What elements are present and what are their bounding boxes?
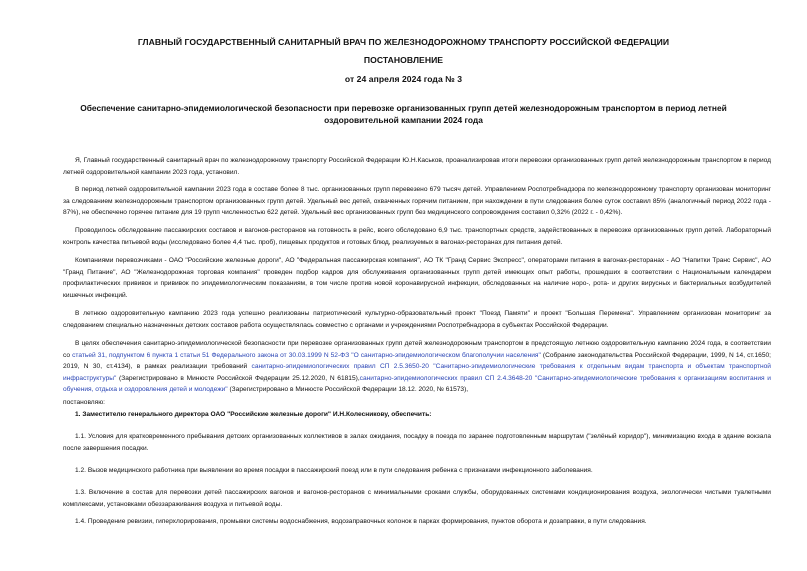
document-type: ПОСТАНОВЛЕНИЕ — [363, 55, 444, 65]
paragraph-legal-basis — [63, 338, 771, 396]
sp-2-4-3648-20-link[interactable]: санитарно-эпидемиологических правил СП 2.4.3648-20 "Санитарно-эпидемиологические требования к организациям воспитания и обучения, отдыха и оздоровления детей и молодежи" — [63, 374, 771, 394]
paragraph-statistics: В период летней оздоровительной кампании 2023 года в составе более 8 тыс. организованных групп перевезено 679 тысяч детей. Управлением Роспотребнадзора по железнодорожному транспорту организован мониторинг за следованием железнодорожным транспортом организованных групп детей. Удельный вес детей, охваченных горячим питанием, при нахождении в пути следования более суток составил 85% (аналогичный период 2022 года - 87%), не обеспечено горячее питание для 19 групп численностью 622 детей. Удельный вес организованных групп без медицинского сопровождения составил 0,32% (2022 г. - 0,42%). — [63, 186, 771, 217]
legal-basis-text-b: (Собрание законодательства Российской Федерации, 1999, N 14, ст.1650; 2019, N 30, ст.4134), в рамках реализации требований — [63, 351, 772, 371]
item-1: 1. Заместителю генерального директора ОАО "Российские железные дороги" И.Н.Колесникову, обеспечить: — [75, 411, 432, 418]
legal-basis-text-d: (Зарегистрировано в Минюсте Российской Федерации 18.12. 2020, № 61573), — [227, 386, 469, 394]
legal-basis-text-c: (Зарегистрировано в Минюсте Российской Федерации 25.12.2020, N 61815), — [116, 374, 360, 382]
federal-law-link[interactable]: статьей 31, подпунктом 6 пункта 1 статьи 51 Федерального закона от 30.03.1999 N 52-ФЗ "О санитарно-эпидемиологическом благополучии населения" — [72, 351, 541, 359]
issuing-authority: ГЛАВНЫЙ ГОСУДАРСТВЕННЫЙ САНИТАРНЫЙ ВРАЧ ПО ЖЕЛЕЗНОДОРОЖНОМУ ТРАНСПОРТУ РОССИЙСКОЙ ФЕДЕРАЦИИ — [137, 37, 670, 47]
item-1-3: 1.3. Включение в состав для перевозки детей пассажирских вагонов и вагонов-ресторанов с минимальными сроками службы, оборудованных системами кондиционирования воздуха, экологически чистыми туалетными комплексами, установками обеззараживания воздуха и питьевой воды. — [63, 489, 771, 508]
legal-basis-text-a: В целях обеспечения санитарно-эпидемиологической безопасности при перевозке организованных групп детей железнодорожным транспортом в предстоящую летнюю оздоровительную кампанию 2024 года, в соответствии со — [63, 340, 771, 359]
item-1-4: 1.4. Проведение ревизии, гиперхлорирования, промывки системы водоснабжения, водозаправочных колонок в парках формирования, пунктов оборота и дозаправки, в пути следования. — [75, 518, 647, 525]
resolution-word: постановляю: — [63, 399, 106, 406]
paragraph-inspection: Проводилось обследование пассажирских составов и вагонов-ресторанов на готовность в рейс, всего обследовано 6,9 тыс. транспортных средств, задействованных в перевозке организованных групп детей. Лабораторный контроль качества питьевой воды (исследовано более 4,4 тыс. проб), пищевых продуктов и готовых блюд, реализуемых в вагонах-ресторанах для питания детей. — [63, 227, 771, 246]
document-date-number: от 24 апреля 2024 года № 3 — [344, 74, 463, 84]
paragraph-intro: Я, Главный государственный санитарный врач по железнодорожному транспорту Российской Федерации Ю.Н.Каськов, проанализировав итоги перевозки организованных групп детей железнодорожным транспортом в период летней оздоровительной кампании 2023 года, установил. — [63, 157, 771, 176]
paragraph-projects: В летнюю оздоровительную кампанию 2023 года успешно реализованы патриотический культурно-образовательный проект "Поезд Памяти" и проект "Большая Перемена". Управлением организован мониторинг за следованием специально назначенных детских составов работа осуществлялась совместно с органами и учреждениями Роспотребнадзора в субъектах Российской Федерации. — [63, 310, 771, 329]
sp-2-5-3650-20-link[interactable]: санитарно-эпидемиологических правил СП 2.5.3650-20 "Санитарно-эпидемиологические требования к отдельным видам транспорта и объектам транспортной инфраструктуры" — [63, 363, 771, 382]
item-1-2: 1.2. Вызов медицинского работника при выявлении во время посадки в пассажирский поезд или в пути следования ребенка с признаками инфекционного заболевания. — [75, 467, 593, 474]
paragraph-carriers: Компаниями перевозчиками - ОАО "Российские железные дороги", АО "Федеральная пассажирская компания", АО ТК "Гранд Сервис Экспресс", операторами питания в вагонах-ресторанах - АО "Напитки Транс Сервис", АО "Гранд Питание", АО "Железнодорожная торговая компания" проведен подбор кадров для обслуживания организованных групп детей имеющих опыт работы, прошедших в соответствии с Национальным календарем профилактических прививок и прививок по эпидемиологическим показаниям, в том числе против новой коронавирусной инфекции, обследованных на наличие норо-, рота- и других вирусных и бактериальных возбудителей кишечных инфекций. — [63, 257, 771, 299]
item-1-1: 1.1. Условия для кратковременного пребывания детских организованных коллективов в залах ожидания, посадку в поезда по заранее подготовленным маршрутам ("зелёный коридор"), минимизацию входа в здание вокзала после завершения посадки. — [63, 433, 771, 452]
document-title: Обеспечение санитарно-эпидемиологической безопасности при перевозке организованных групп детей железнодорожным транспортом в период летней оздоровительной кампании 2024 года — [80, 103, 727, 125]
